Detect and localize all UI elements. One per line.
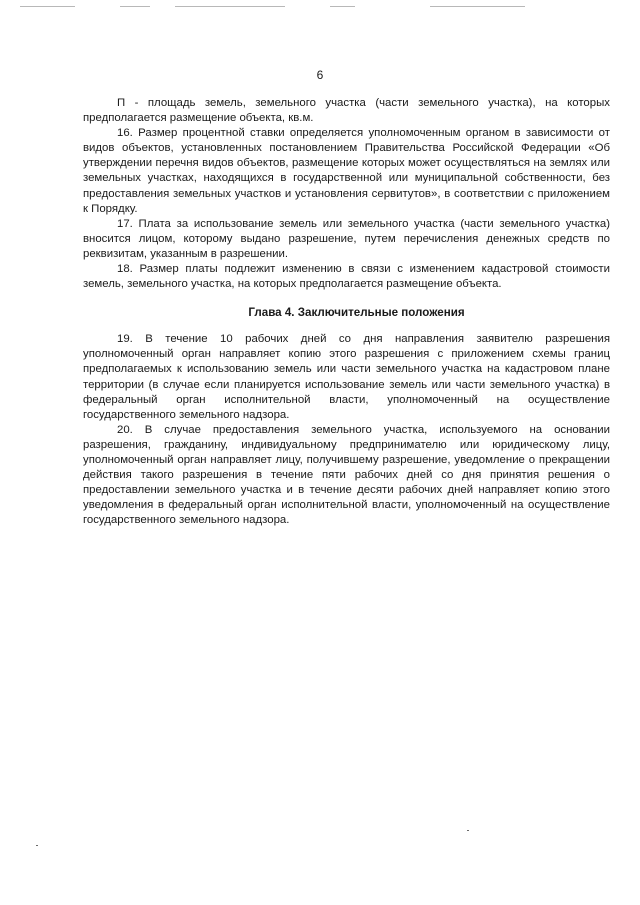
scan-artifact-line — [175, 6, 285, 7]
paragraph-17: 17. Плата за использование земель или земельного участка (части земельного участка) вносится лицом, которому выдано разрешение, путем перечисления денежных средств по реквизитам, указанным в разрешении. — [83, 217, 610, 260]
chapter-heading: Глава 4. Заключительные положения — [248, 306, 465, 320]
paragraph-19: 19. В течение 10 рабочих дней со дня направления заявителю разрешения уполномоченный орган направляет копию этого разрешения с приложением схемы границ предполагаемых к использованию земель или части земельного участка на кадастровом плане территории (в случае если планируется использование земель или части земельного участка) в федеральный орган исполнительной власти, уполномоченный на осуществление государственного земельного надзора. — [83, 333, 610, 421]
paragraph-20: 20. В случае предоставления земельного участка, используемого на основании разрешения, гражданину, индивидуальному предпринимателю или юридическому лицу, уполномоченный орган направляет лицу, получившему разрешение, уведомление о прекращении действия такого разрешения в течение пяти рабочих дней со дня принятия решения о предоставлении земельного участка и в течение десяти рабочих дней направляет копию этого уведомления в федеральный орган исполнительной власти, уполномоченный на осуществление государственного земельного надзора. — [83, 423, 610, 527]
scan-speck — [36, 845, 38, 846]
scan-artifact-line — [430, 6, 525, 7]
paragraph-18: 18. Размер платы подлежит изменению в связи с изменением кадастровой стоимости земель, земельного участка, на которых предполагается размещение объекта. — [83, 263, 610, 291]
paragraph-16: 16. Размер процентной ставки определяется уполномоченным органом в зависимости от видов объектов, установленных постановлением Правительства Российской Федерации «Об утверждении перечня видов объектов, размещение которых может осуществляться на землях или земельных участках, находящихся в государственной или муниципальной собственности, без предоставления земельных участков и установления сервитутов», в соответствии с приложением к Порядку. — [83, 127, 610, 215]
scan-artifact-line — [120, 6, 150, 7]
document-body — [83, 96, 610, 528]
scan-artifact-line — [20, 6, 75, 7]
page-number: 6 — [316, 68, 324, 82]
paragraph-area-definition: П - площадь земель, земельного участка (части земельного участка), на которых предполагается размещение объекта, кв.м. — [83, 97, 610, 125]
scan-artifact-line — [330, 6, 355, 7]
scan-speck — [467, 830, 469, 831]
